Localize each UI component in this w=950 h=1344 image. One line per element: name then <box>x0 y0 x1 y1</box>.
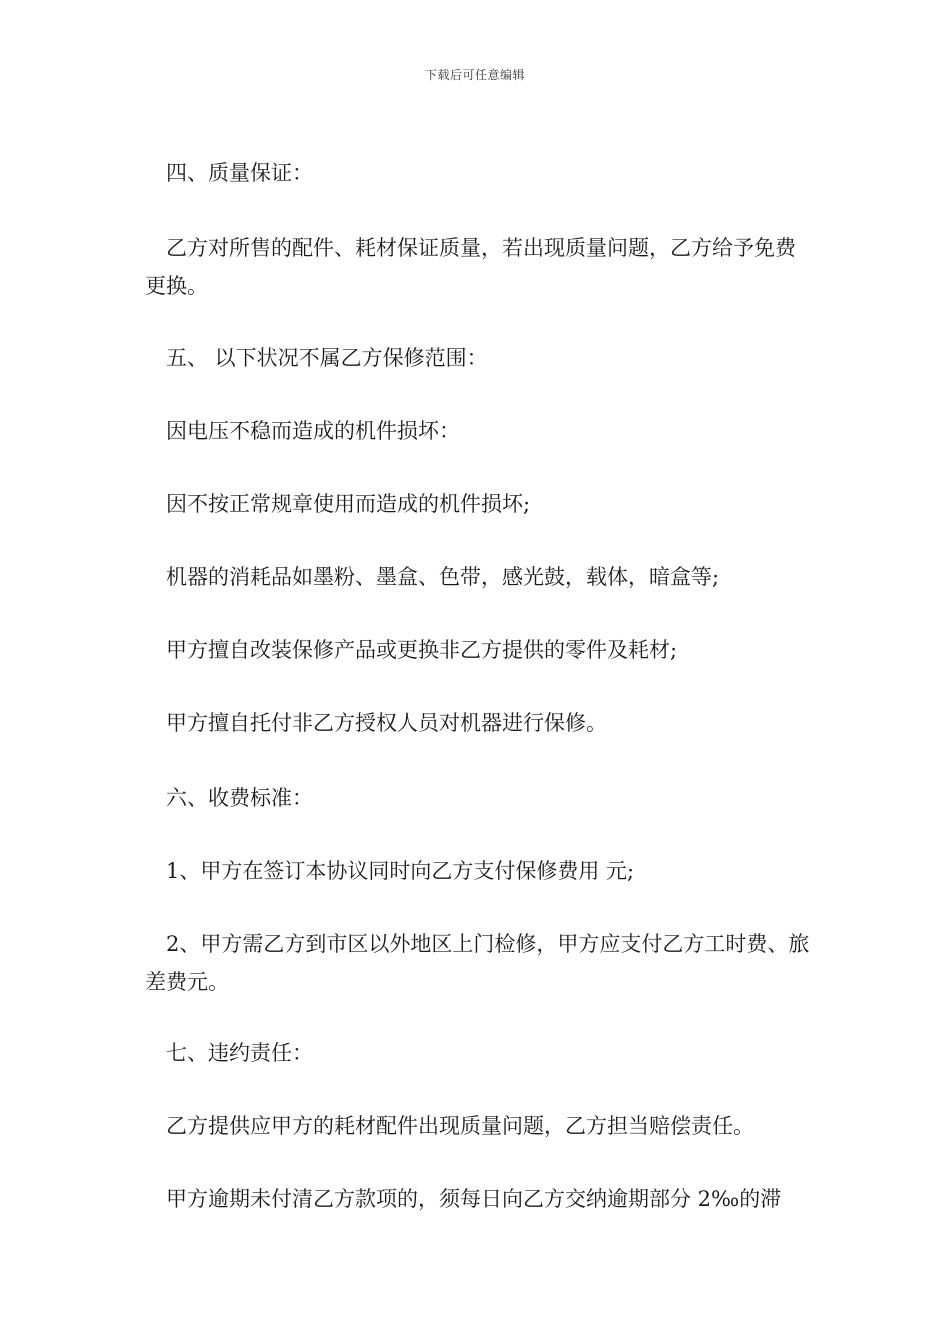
exclusion-item-modification: 甲方擅自改装保修产品或更换非乙方提供的零件及耗材; <box>166 638 678 662</box>
liability-item-late-payment: 甲方逾期未付清乙方款项的，须每日向乙方交纳逾期部分 2‰的滞 <box>166 1187 782 1211</box>
section-heading-fee-standard: 六、收费标准： <box>166 786 313 810</box>
exclusion-item-voltage: 因电压不稳而造成的机件损坏： <box>166 419 460 443</box>
exclusion-item-misuse: 因不按正常规章使用而造成的机件损坏; <box>166 492 531 516</box>
section-heading-breach-liability: 七、违约责任： <box>166 1041 313 1065</box>
exclusion-item-unauthorized-repair: 甲方擅自托付非乙方授权人员对机器进行保修。 <box>166 711 607 735</box>
exclusion-item-consumables: 机器的消耗品如墨粉、墨盒、色带，感光鼓，载体，暗盒等; <box>166 565 720 589</box>
section-heading-quality-guarantee: 四、质量保证： <box>166 161 313 185</box>
page-header: 下载后可任意编辑 <box>424 68 525 82</box>
section-heading-warranty-exclusions: 五、 以下状况不属乙方保修范围： <box>166 346 488 370</box>
liability-item-quality: 乙方提供应甲方的耗材配件出现质量问题，乙方担当赔偿责任。 <box>166 1114 754 1138</box>
fee-item-2: 2、甲方需乙方到市区以外地区上门检修，甲方应支付乙方工时费、旅差费元。 <box>145 932 810 994</box>
fee-item-1: 1、甲方在签订本协议同时向乙方支付保修费用 元; <box>166 859 635 883</box>
paragraph-quality-terms: 乙方对所售的配件、耗材保证质量，若出现质量问题，乙方给予免费更换。 <box>145 236 796 298</box>
